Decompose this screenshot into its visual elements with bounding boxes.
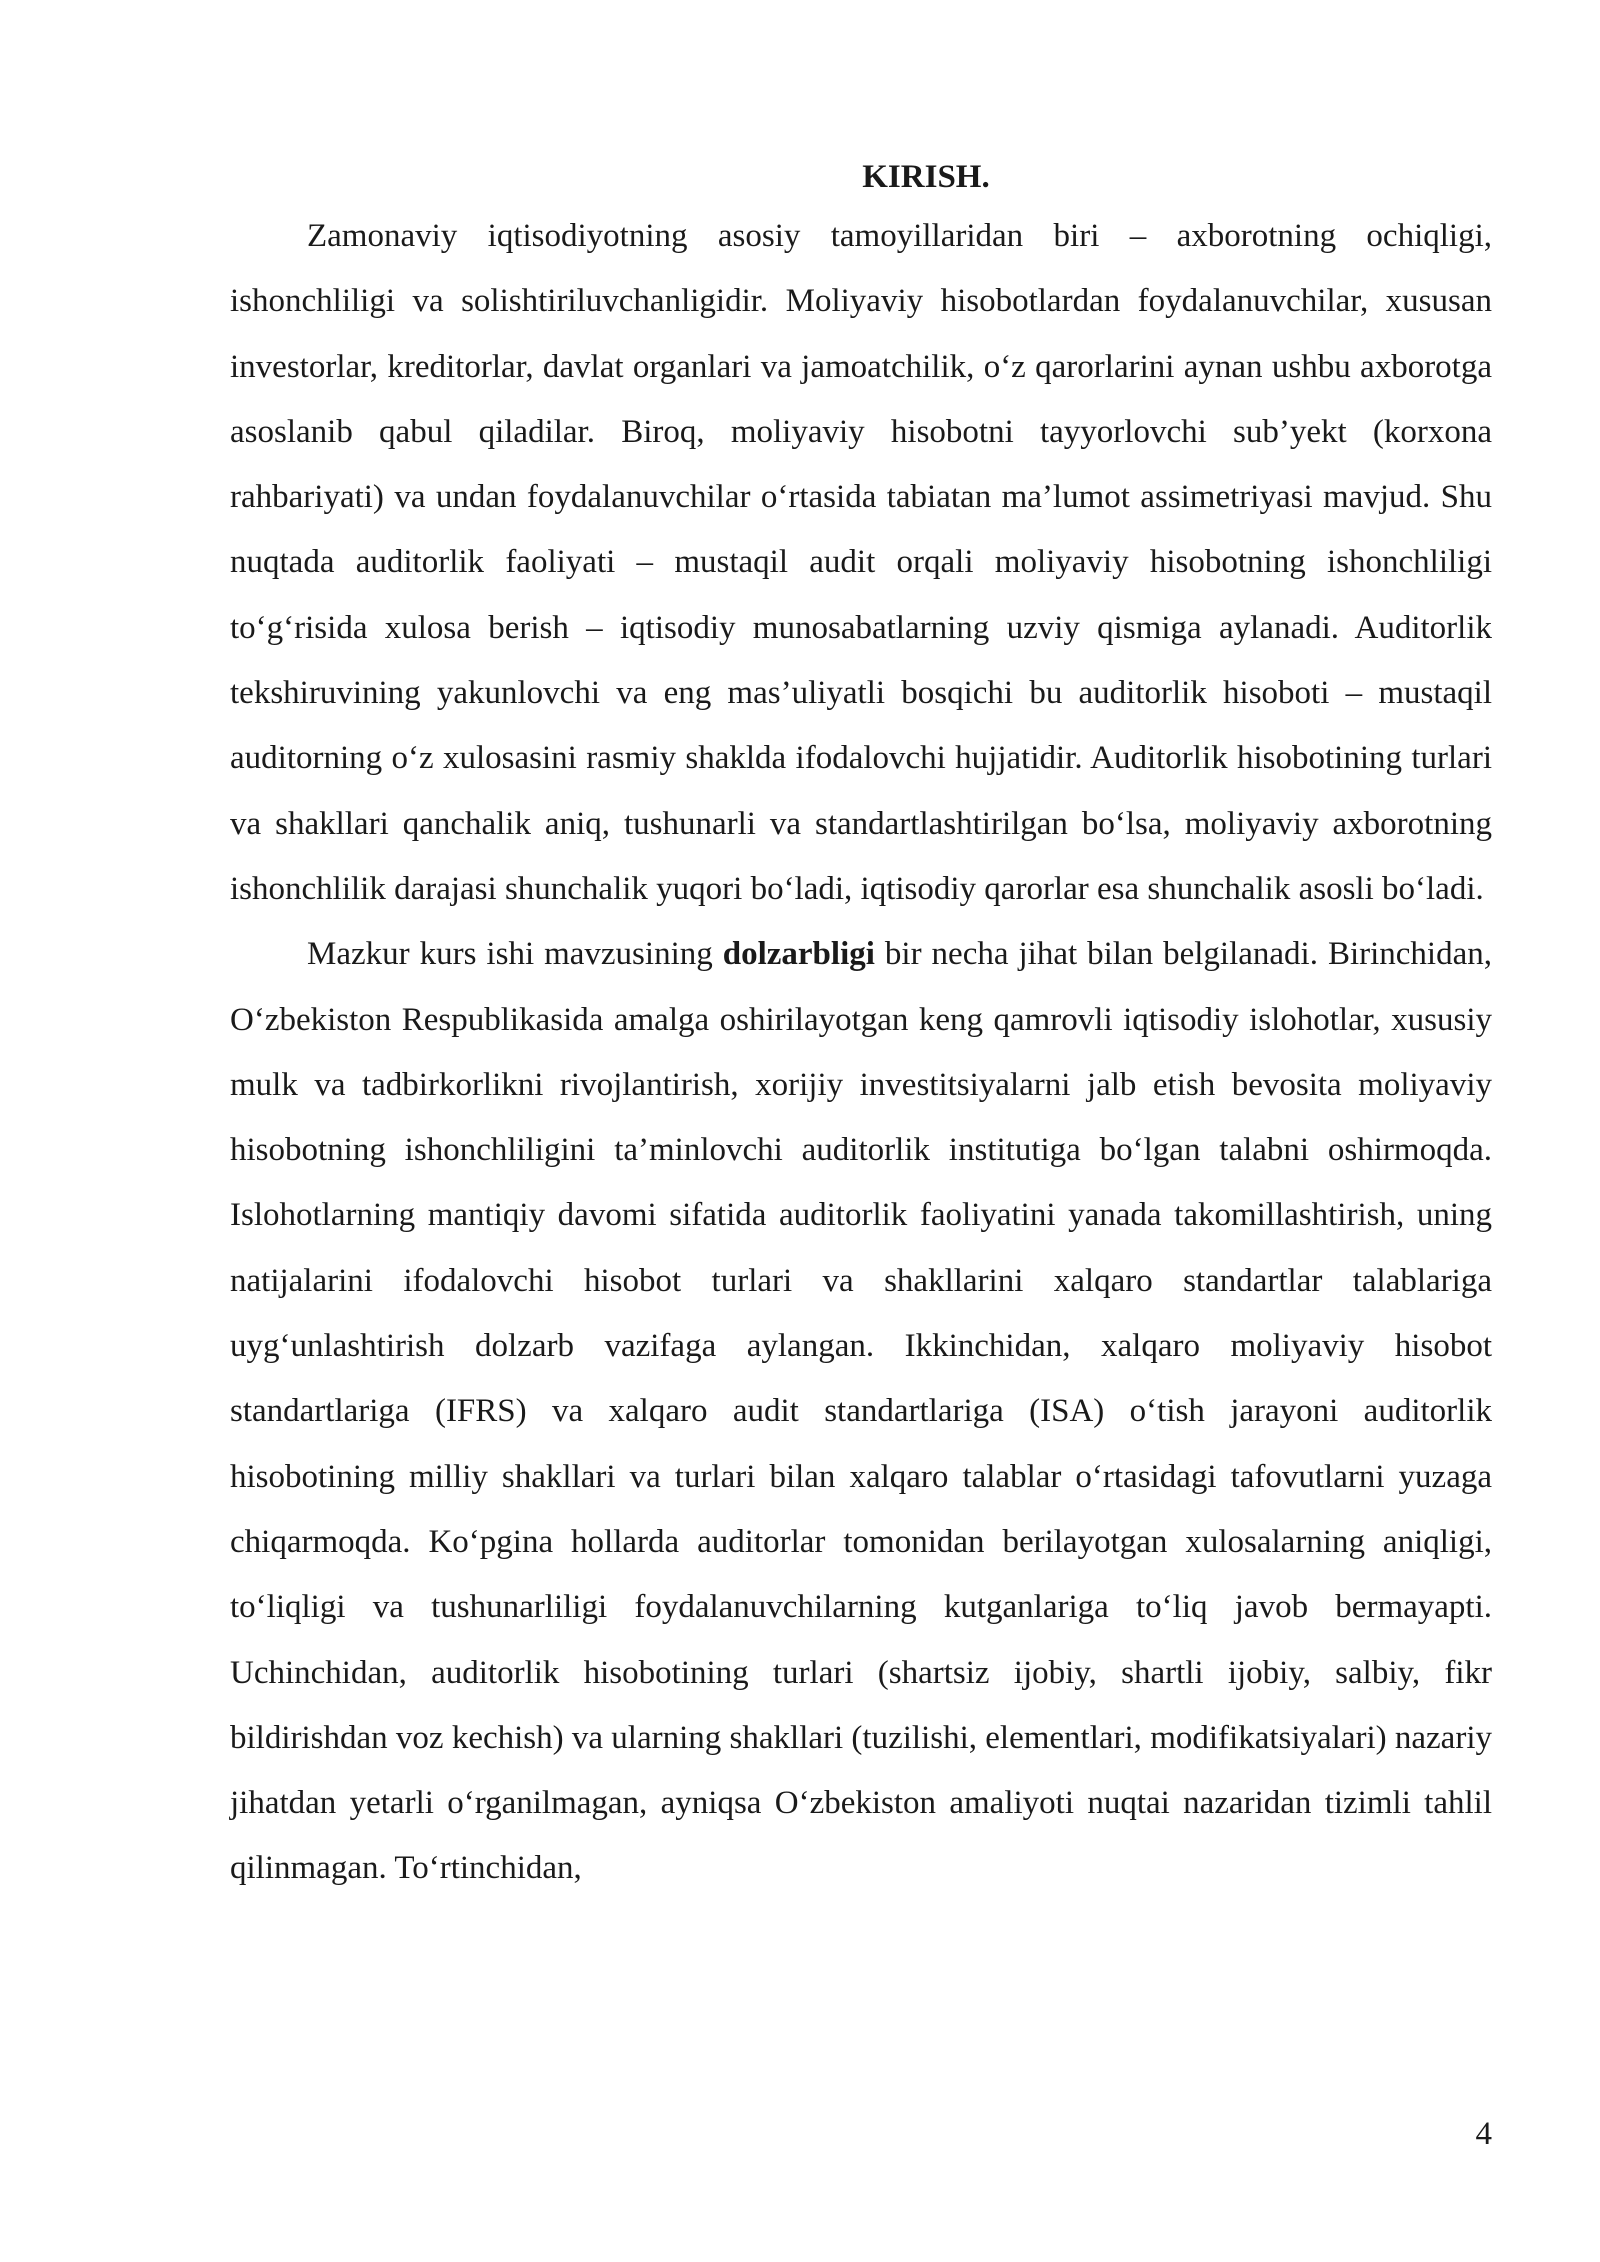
paragraph-relevance-start: Mazkur kurs ishi mavzusining: [307, 936, 723, 973]
paragraph-relevance: [230, 922, 1492, 1901]
relevance-keyword: dolzarbligi: [722, 936, 875, 973]
section-title: KIRISH.: [862, 159, 990, 195]
page-number: 4: [1475, 2116, 1492, 2152]
paragraph-relevance-rest: bir necha jihat bilan belgilanadi. Birinchidan, O‘zbekiston Respublikasida amalga oshirilayotgan keng qamrovli iqtisodiy islohotlar, xususiy mulk va tadbirkorlikni rivojlantirish, xorijiy investitsiyalarni jalb etish bevosita moliyaviy hisobotning ishonchliligini ta’minlovchi auditorlik institutiga bo‘lgan talabni oshirmoqda. Islohotlarning mantiqiy davomi sifatida auditorlik faoliyatini yanada takomillashtirish, uning natijalarini ifodalovchi hisobot turlari va shakllarini xalqaro standartlar talablariga uyg‘unlashtirish dolzarb vazifaga aylangan. Ikkinchidan, xalqaro moliyaviy hisobot standartlariga (IFRS) va xalqaro audit standartlariga (ISA) o‘tish jarayoni auditorlik hisobotining milliy shakllari va turlari bilan xalqaro talablar o‘rtasidagi tafovutlarni yuzaga chiqarmoqda. Ko‘pgina hollarda auditorlar tomonidan berilayotgan xulosalarning aniqligi, to‘liqligi va tushunarliligi foydalanuvchilarning kutganlariga to‘liq javob bermayapti. Uchinchidan, auditorlik hisobotining turlari (shartsiz ijobiy, shartli ijobiy, salbiy, fikr bildirishdan voz kechish) va ularning shakllari (tuzilishi, elementlari, modifikatsiyalari) nazariy jihatdan yetarli o‘rganilmagan, ayniqsa O‘zbekiston amaliyoti nuqtai nazaridan tizimli tahlil qilinmagan. To‘rtinchidan,: [230, 936, 1492, 1887]
paragraph-introduction: Zamonaviy iqtisodiyotning asosiy tamoyillaridan biri – axborotning ochiqligi, ishonchliligi va solishtiriluvchanligidir. Moliyaviy hisobotlardan foydalanuvchilar, xususan investorlar, kreditorlar, davlat organlari va jamoatchilik, o‘z qarorlarini aynan ushbu axborotga asoslanib qabul qiladilar. Biroq, moliyaviy hisobotni tayyorlovchi sub’yekt (korxona rahbariyati) va undan foydalanuvchilar o‘rtasida tabiatan ma’lumot assimetriyasi mavjud. Shu nuqtada auditorlik faoliyati – mustaqil audit orqali moliyaviy hisobotning ishonchliligi to‘g‘risida xulosa berish – iqtisodiy munosabatlarning uzviy qismiga aylanadi. Auditorlik tekshiruvining yakunlovchi va eng mas’uliyatli bosqichi bu auditorlik hisoboti – mustaqil auditorning o‘z xulosasini rasmiy shaklda ifodalovchi hujjatidir. Auditorlik hisobotining turlari va shakllari qanchalik aniq, tushunarli va standartlashtirilgan bo‘lsa, moliyaviy axborotning ishonchlilik darajasi shunchalik yuqori bo‘ladi, iqtisodiy qarorlar esa shunchalik asosli bo‘ladi.: [230, 218, 1492, 907]
document-page: [230, 150, 1492, 1902]
